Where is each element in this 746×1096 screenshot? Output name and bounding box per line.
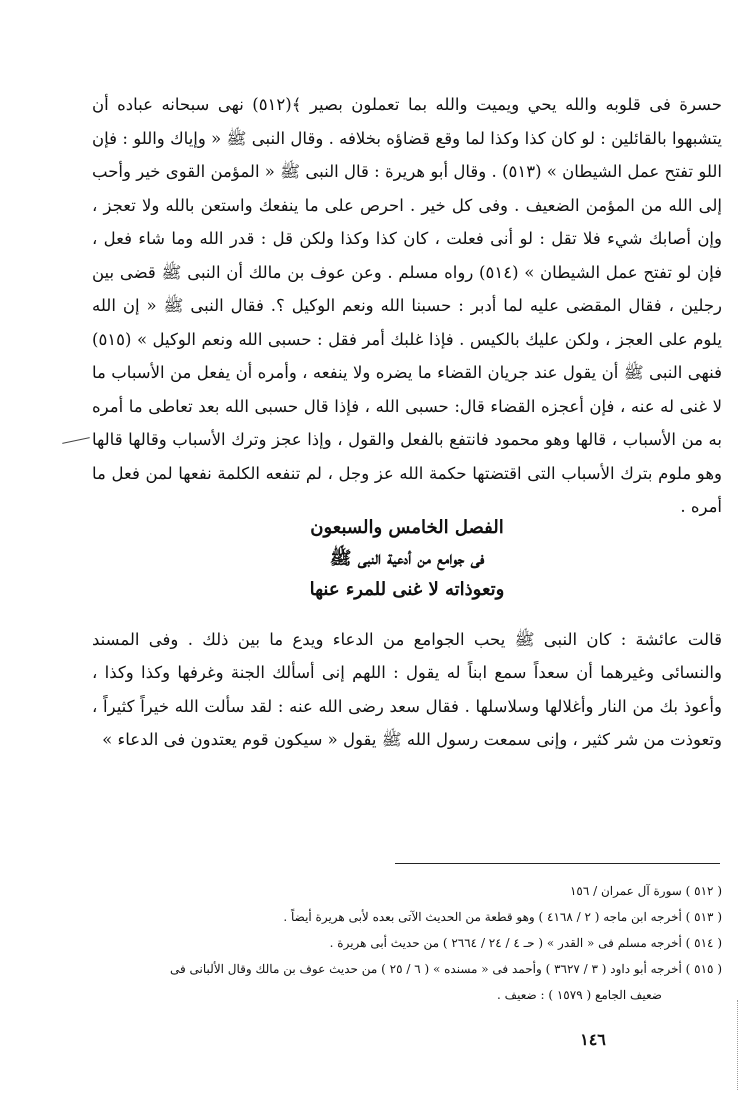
- chapter-title: الفصل الخامس والسبعون: [310, 517, 504, 538]
- footnote-515-continuation: ضعيف الجامع ( ١٥٧٩ ) : ضعيف .: [497, 988, 662, 1002]
- chapter-heading: [92, 512, 722, 605]
- footnotes: [92, 880, 722, 1010]
- footnote-515: ( ٥١٥ ) أخرجه أبو داود ( ٣ / ٣٦٢٧ ) وأحمد فى « مسنده » ( ٦ / ٢٥ ) من حديث عوف بن مالك وقال الألبانى فى: [169, 962, 722, 976]
- chapter-subtitle-2: وتعوذاته لا غنى للمرء عنها: [309, 579, 505, 600]
- second-paragraph: [92, 606, 722, 773]
- footnote-divider: [395, 863, 720, 864]
- footnote-512: ( ٥١٢ ) سورة آل عمران / ١٥٦: [569, 884, 722, 898]
- footnote-513: ( ٥١٣ ) أخرجه ابن ماجه ( ٢ / ٤١٦٨ ) وهو قطعة من الحديث الآتى بعده لأبى هريرة أيضاً .: [283, 910, 722, 924]
- second-paragraph-text: قالت عائشة : كان النبى ﷺ يحب الجوامع من الدعاء ويدع ما بين ذلك . وفى المسند والنسائى وغيرهما أن سعداً سمع ابناً له يقول : اللهم إنى أسألك الجنة وغرفها وكذا وكذا ، وأعوذ بك من النار وأغلالها وسلاسلها . فقال سعد رضى الله عنه : لقد سألت الله خيراً كثيراً ، وتعوذت من شر كثير ، وإنى سمعت رسول الله ﷺ يقول « سيكون قوم يعتدون فى الدعاء »: [92, 629, 722, 749]
- scan-edge-noise: [737, 1000, 740, 1090]
- page-number: ١٤٦: [580, 1030, 606, 1049]
- chapter-subtitle-1: فى جوامع من أدعية النبى ﷺ: [329, 548, 485, 569]
- margin-pen-mark: [62, 437, 90, 444]
- main-paragraph: [92, 88, 722, 524]
- main-paragraph-text: حسرة فى قلوبه والله يحي ويميت والله بما تعملون بصير ﴾(٥١٢) نهى سبحانه عباده أن يتشبهوا بالقائلين : لو كان كذا وكذا لما وقع قضاؤه بخلافه . وقال النبى ﷺ « وإياك واللو : فإن اللو تفتح عمل الشيطان » (٥١٣) . وقال أبو هريرة : قال النبى ﷺ « المؤمن القوى خير وأحب إلى الله من المؤمن الضعيف . وفى كل خير . احرص على ما ينفعك واستعن بالله ولا تعجز ، وإن أصابك شيء فلا تقل : لو أنى فعلت ، كان كذا وكذا ولكن قل : قدر الله وما شاء فعل ، فإن لو تفتح عمل الشيطان » (٥١٤) رواه مسلم . وعن عوف بن مالك أن النبى ﷺ قضى بين رجلين ، فقال المقضى عليه لما أدبر : حسبنا الله ونعم الوكيل ؟. فقال النبى ﷺ « إن الله يلوم على العجز ، ولكن عليك بالكيس . فإذا غلبك أمر فقل : حسبى الله ونعم الوكيل » (٥١٥) فنهى النبى ﷺ أن يقول عند جريان القضاء ما يضره ولا ينفعه ، وأمره أن يفعل من الأسباب ما لا غنى له عنه ، فإن أعجزه القضاء قال: حسبى الله ، فإذا قال حسبى الله بعد تعاطى ما أمره به من الأسباب ، قالها وهو محمود فانتفع بالفعل والقول ، وإذا عجز وترك الأسباب وقالها قالها وهو ملوم بترك الأسباب التى اقتضتها حكمة الله عز وجل ، لم تنفعه الكلمة نفعها لمن فعل ما أمره .: [92, 95, 723, 516]
- footnote-514: ( ٥١٤ ) أخرجه مسلم فى « القدر » ( حـ ٤ / ٢٤ / ٢٦٦٤ ) من حديث أبى هريرة .: [329, 936, 722, 950]
